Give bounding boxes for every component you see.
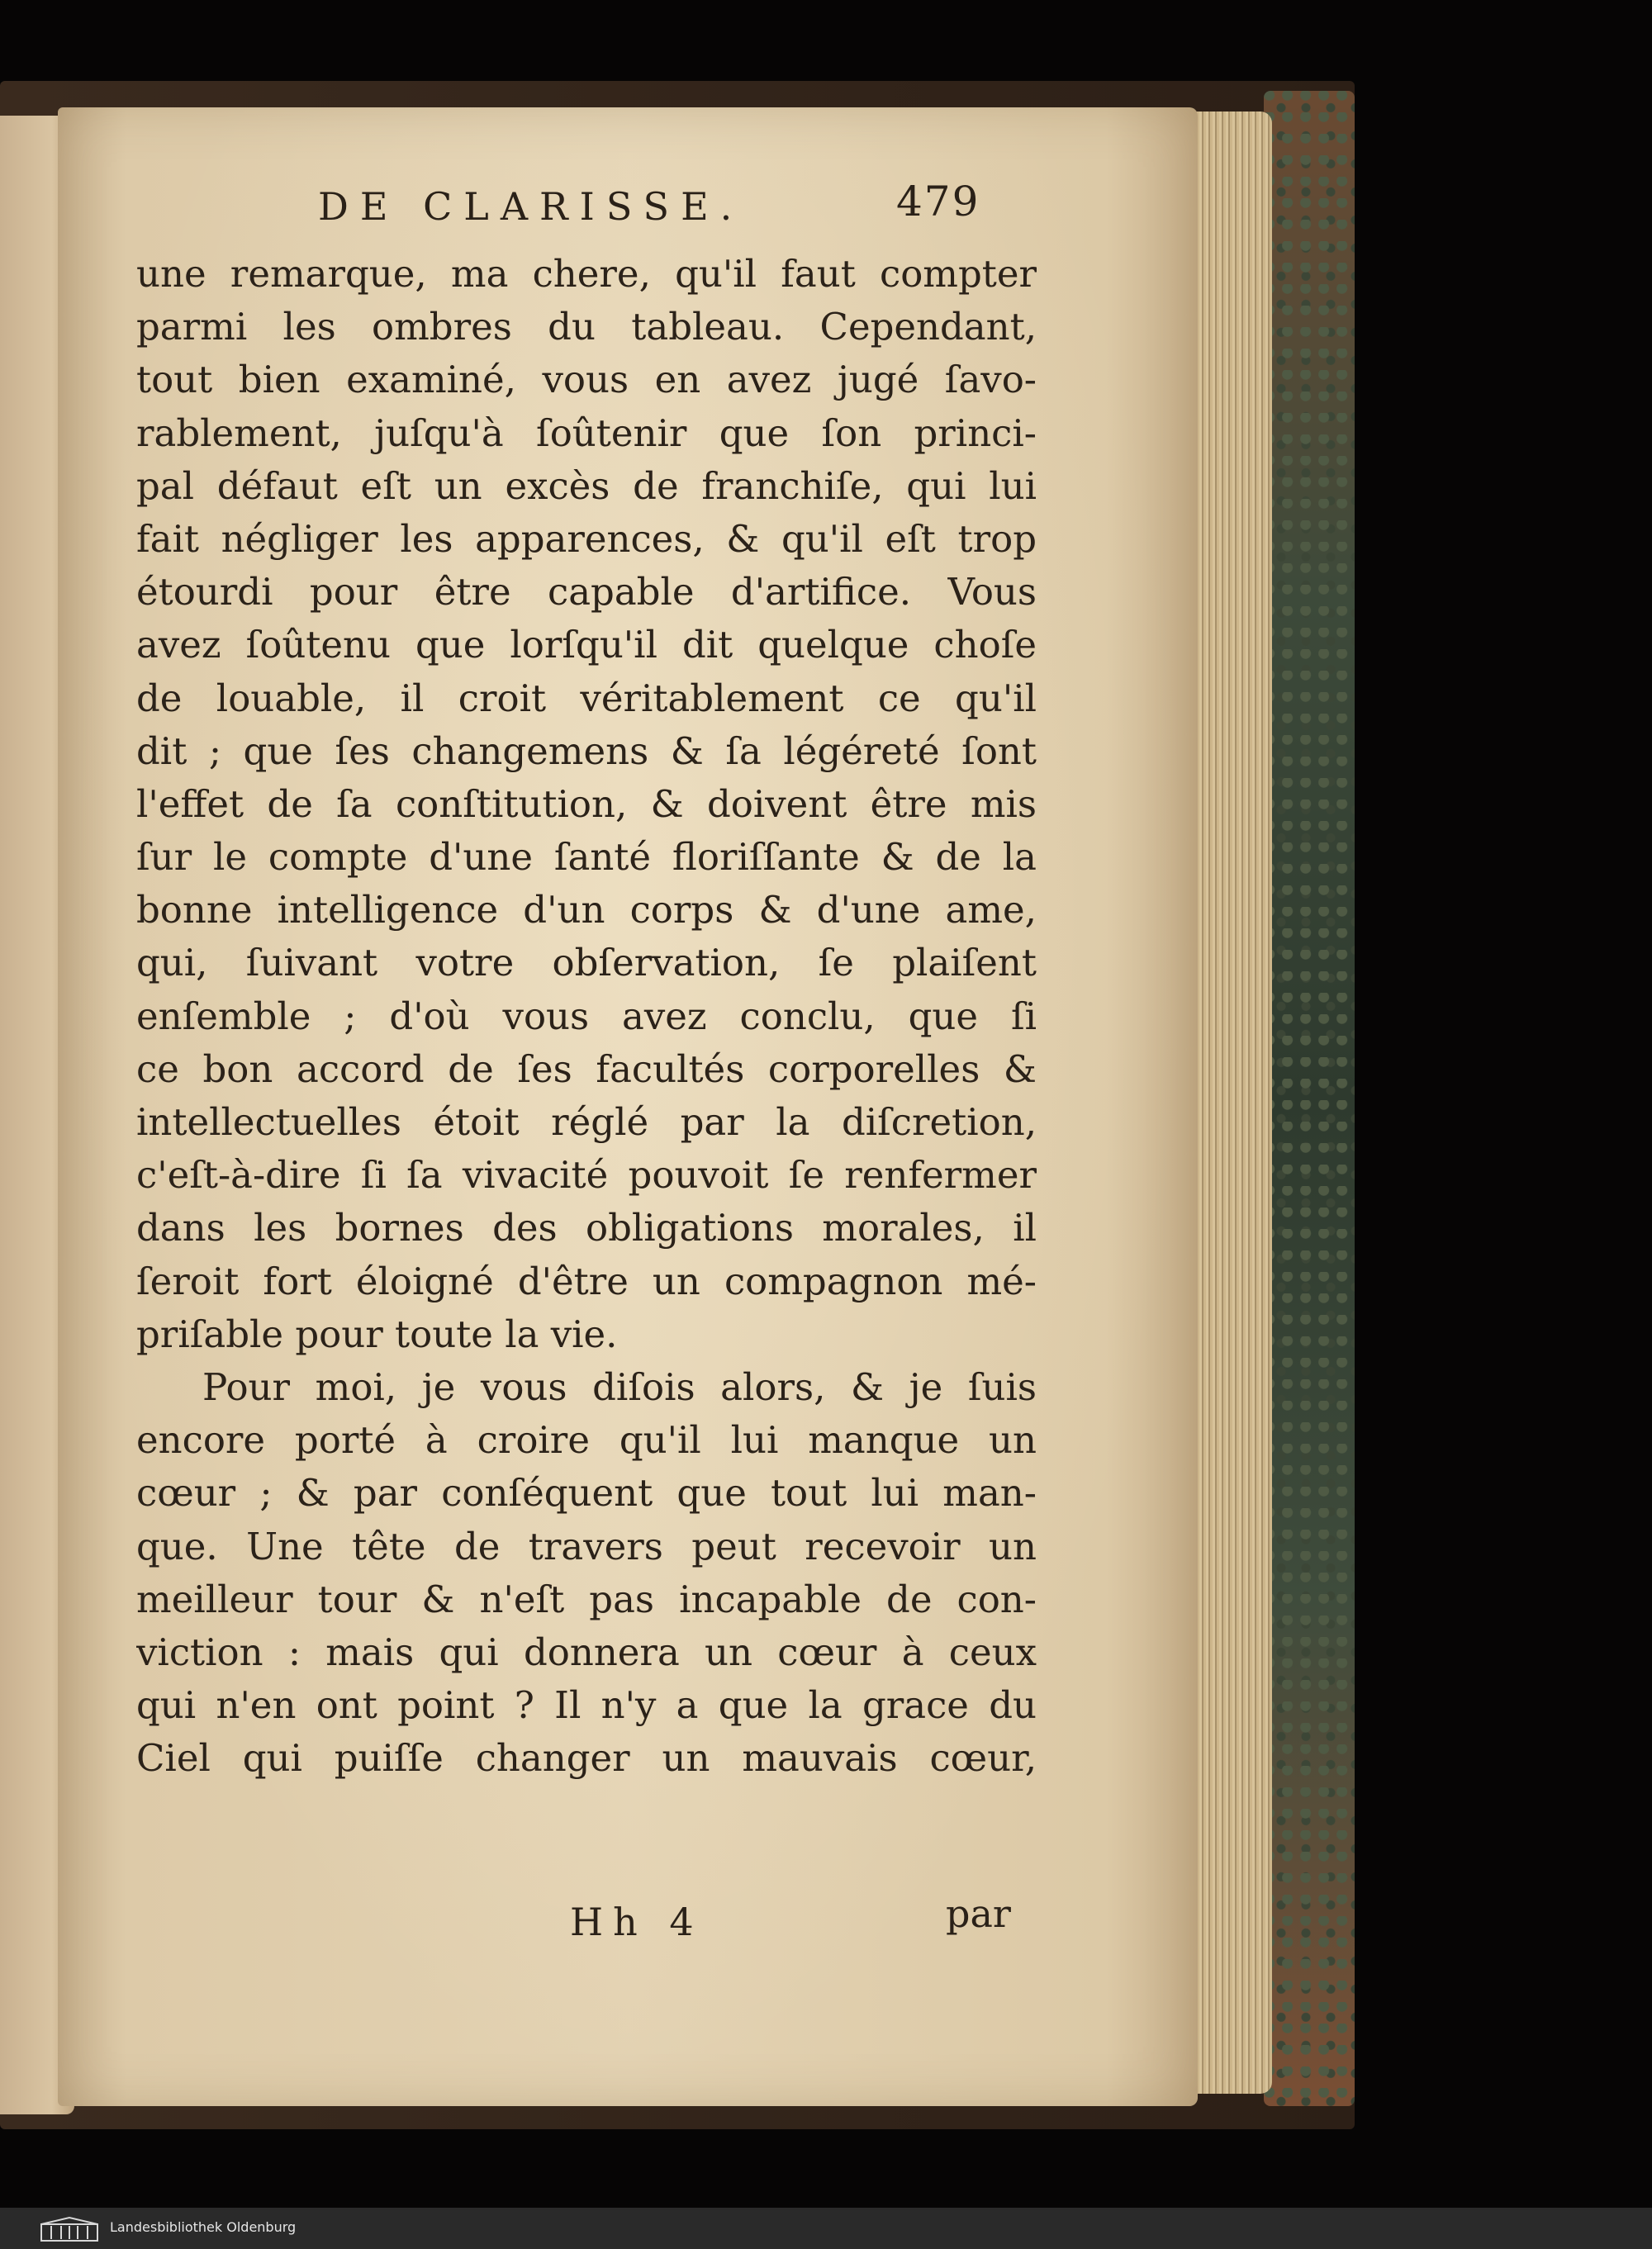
text-line: Ciel qui puiſſe changer un mauvais cœur, (136, 1736, 1037, 1781)
text-line: parmi les ombres du tableau. Cependant, (136, 305, 1037, 349)
text-line: qui, ſuivant votre obſervation, ſe plaiſent (136, 941, 1037, 985)
text-line: priſable pour toute la vie. (136, 1312, 618, 1356)
text-line: viction : mais qui donnera un cœur à ceux (136, 1630, 1037, 1674)
text-line: pal défaut eſt un excès de franchiſe, qui lui (136, 463, 1037, 508)
page-header (58, 169, 1198, 244)
book-page (58, 107, 1198, 2106)
library-building-icon (40, 2216, 99, 2242)
text-line: qui n'en ont point ? Il n'y a que la grace du (136, 1683, 1037, 1728)
text-line: c'eſt-à-dire ſi ſa vivacité pouvoit ſe renfermer (136, 1153, 1037, 1198)
text-line: avez ſoûtenu que lorſqu'il dit quelque choſe (136, 623, 1037, 667)
marbled-edge (1264, 91, 1355, 2106)
text-line: que. Une tête de travers peut recevoir un (136, 1524, 1037, 1568)
text-line: dit ; que ſes changemens & ſa légéreté ſont (136, 728, 1037, 773)
text-line: intellectuelles étoit réglé par la diſcretion, (136, 1100, 1037, 1144)
text-line: encore porté à croire qu'il lui manque un (136, 1418, 1037, 1463)
library-name: Landesbibliothek Oldenburg (110, 2219, 297, 2235)
body-text (136, 248, 1037, 1785)
text-line: enſemble ; d'où vous avez conclu, que ſi (136, 994, 1037, 1038)
watermark-bar (0, 2208, 1652, 2249)
text-line: rablement, juſqu'à ſoûtenir que ſon princi- (136, 410, 1037, 455)
text-line: une remarque, ma chere, qu'il faut compter (136, 252, 1037, 296)
text-line: fait négliger les apparences, & qu'il eſt trop (136, 516, 1037, 561)
text-line: ce bon accord de ſes facultés corporelles & (136, 1046, 1037, 1091)
text-line: tout bien examiné, vous en avez jugé ſavo- (136, 358, 1037, 402)
text-line: meilleur tour & n'eſt pas incapable de con- (136, 1577, 1037, 1621)
text-line: ſur le compte d'une ſanté floriſſante & de la (136, 835, 1037, 880)
text-line: étourdi pour être capable d'artifice. Vous (136, 570, 1037, 614)
text-line: l'effet de ſa conſtitution, & doivent être mis (136, 781, 1037, 826)
text-line: ſeroit fort éloigné d'être un compagnon mé- (136, 1259, 1037, 1303)
catchword: par (946, 1891, 1011, 1936)
running-title: DE CLARISSE. (318, 184, 744, 229)
signature-mark: Hh 4 (570, 1900, 704, 1944)
page-number: 479 (896, 178, 980, 225)
text-line: de louable, il croit véritablement ce qu'il (136, 676, 1037, 720)
text-line: cœur ; & par conſéquent que tout lui man- (136, 1471, 1037, 1516)
page-footer (58, 1891, 1198, 1966)
text-line: dans les bornes des obligations morales, il (136, 1206, 1037, 1250)
text-line: bonne intelligence d'un corps & d'une ame, (136, 888, 1037, 932)
text-line: Pour moi, je vous diſois alors, & je ſuis (202, 1364, 1037, 1409)
